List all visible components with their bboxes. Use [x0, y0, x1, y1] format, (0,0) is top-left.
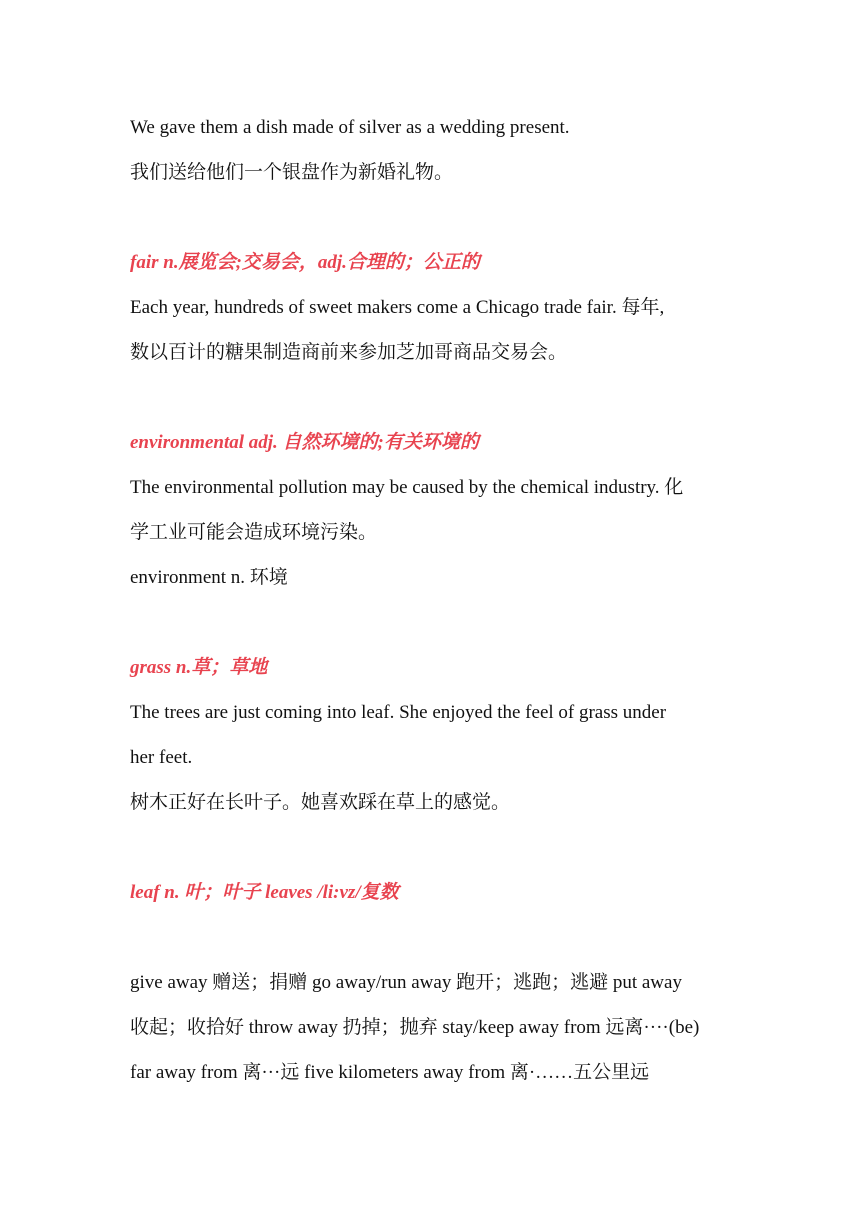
entry-heading-fair: fair n.展览会;交易会，adj.合理的；公正的 [130, 252, 480, 273]
example-sentence-zh: 我们送给他们一个银盘作为新婚礼物。 [130, 162, 454, 183]
example-sentence-zh: 树木正好在长叶子。她喜欢踩在草上的感觉。 [130, 792, 511, 813]
related-word: environment n. 环境 [130, 567, 288, 588]
phrase-list-line: 收起；收拾好 throw away 扔掉；抛弃 stay/keep away from 远离····(be) [130, 1017, 700, 1038]
example-sentence-en: The trees are just coming into leaf. She enjoyed the feel of grass under [130, 702, 667, 723]
entry-heading-grass: grass n.草；草地 [130, 657, 268, 678]
phrase-list-line: far away from 离···远 five kilometers away from 离·……五公里远 [130, 1062, 650, 1083]
example-sentence-en: Each year, hundreds of sweet makers come a Chicago trade fair. 每年, [130, 297, 665, 318]
example-sentence-zh: 数以百计的糖果制造商前来参加芝加哥商品交易会。 [130, 342, 568, 363]
example-sentence-en: her feet. [130, 747, 193, 768]
entry-heading-leaf: leaf n. 叶；叶子 leaves /li:vz/复数 [130, 882, 399, 903]
entry-heading-environmental: environmental adj. 自然环境的;有关环境的 [130, 432, 479, 453]
example-sentence-zh: 学工业可能会造成环境污染。 [130, 522, 378, 543]
example-sentence-en: We gave them a dish made of silver as a wedding present. [130, 117, 570, 138]
phrase-list-line: give away 赠送；捐赠 go away/run away 跑开；逃跑；逃避 put away [130, 972, 682, 993]
example-sentence-en: The environmental pollution may be caused by the chemical industry. 化 [130, 477, 684, 498]
